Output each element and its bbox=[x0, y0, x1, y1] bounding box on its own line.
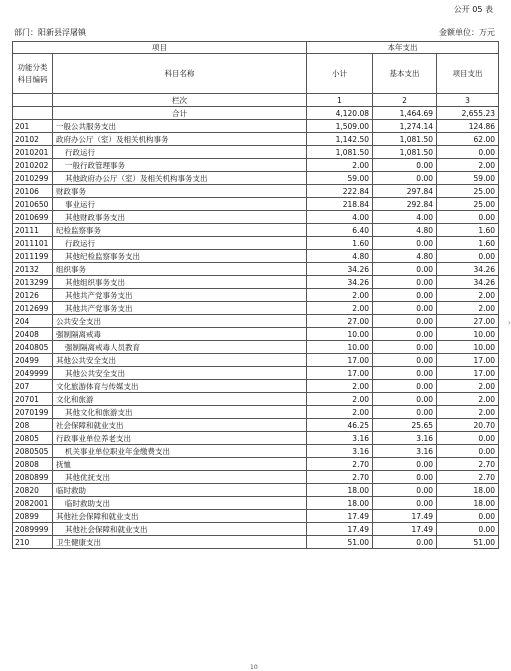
row-name: 其他政府办公厅（室）及相关机构事务支出 bbox=[53, 172, 307, 185]
row-basic: 4.00 bbox=[373, 211, 437, 224]
unit-label: 金额单位：万元 bbox=[439, 28, 495, 37]
header-item: 项目 bbox=[13, 42, 307, 54]
total-project: 2,655.23 bbox=[437, 107, 499, 120]
row-code: 2049999 bbox=[13, 367, 53, 380]
row-basic: 0.00 bbox=[373, 380, 437, 393]
row-subtotal: 17.00 bbox=[307, 354, 373, 367]
row-subtotal: 17.00 bbox=[307, 367, 373, 380]
row-subtotal: 2.70 bbox=[307, 471, 373, 484]
row-name: 强制隔离戒毒人员教育 bbox=[53, 341, 307, 354]
row-basic: 0.00 bbox=[373, 289, 437, 302]
row-subtotal: 2.00 bbox=[307, 302, 373, 315]
row-name: 事业运行 bbox=[53, 198, 307, 211]
row-name: 其他社会保障和就业支出 bbox=[53, 510, 307, 523]
row-subtotal: 1.60 bbox=[307, 237, 373, 250]
row-name: 其他组织事务支出 bbox=[53, 276, 307, 289]
row-project: 34.26 bbox=[437, 276, 499, 289]
row-code: 2011101 bbox=[13, 237, 53, 250]
row-project: 25.00 bbox=[437, 185, 499, 198]
row-subtotal: 18.00 bbox=[307, 484, 373, 497]
row-subtotal: 1,081.50 bbox=[307, 146, 373, 159]
row-subtotal: 1,509.00 bbox=[307, 120, 373, 133]
row-subtotal: 222.84 bbox=[307, 185, 373, 198]
form-number: 公开 05 表 bbox=[453, 5, 493, 14]
row-basic: 297.84 bbox=[373, 185, 437, 198]
table-row bbox=[13, 185, 499, 198]
row-basic: 0.00 bbox=[373, 159, 437, 172]
row-code: 20132 bbox=[13, 263, 53, 276]
row-subtotal: 17.49 bbox=[307, 510, 373, 523]
row-project: 0.00 bbox=[437, 211, 499, 224]
table-row bbox=[13, 276, 499, 289]
row-basic: 4.80 bbox=[373, 224, 437, 237]
row-code: 201 bbox=[13, 120, 53, 133]
table-row bbox=[13, 133, 499, 146]
row-project: 2.00 bbox=[437, 393, 499, 406]
row-basic: 0.00 bbox=[373, 315, 437, 328]
row-name: 一般行政管理事务 bbox=[53, 159, 307, 172]
row-code: 2012699 bbox=[13, 302, 53, 315]
row-code: 2013299 bbox=[13, 276, 53, 289]
row-code: 2070199 bbox=[13, 406, 53, 419]
row-project: 124.86 bbox=[437, 120, 499, 133]
row-name: 行政运行 bbox=[53, 146, 307, 159]
row-subtotal: 2.00 bbox=[307, 289, 373, 302]
row-subtotal: 4.00 bbox=[307, 211, 373, 224]
row-subtotal: 2.00 bbox=[307, 406, 373, 419]
table-row bbox=[13, 393, 499, 406]
row-project: 1.60 bbox=[437, 224, 499, 237]
row-subtotal: 10.00 bbox=[307, 341, 373, 354]
department-label: 部门：阳新县浮屠镇 bbox=[14, 28, 86, 37]
row-basic: 0.00 bbox=[373, 367, 437, 380]
header-project: 项目支出 bbox=[437, 54, 499, 94]
row-code: 20106 bbox=[13, 185, 53, 198]
table-row bbox=[13, 367, 499, 380]
table-row bbox=[13, 237, 499, 250]
table-row bbox=[13, 198, 499, 211]
row-name: 其他公共安全支出 bbox=[53, 354, 307, 367]
row-code: 210 bbox=[13, 536, 53, 549]
row-project: 18.00 bbox=[437, 484, 499, 497]
page-flip-icon[interactable]: › bbox=[507, 318, 511, 327]
seq-3: 3 bbox=[437, 94, 499, 107]
total-basic: 1,464.69 bbox=[373, 107, 437, 120]
table-row bbox=[13, 380, 499, 393]
row-code: 207 bbox=[13, 380, 53, 393]
row-basic: 0.00 bbox=[373, 393, 437, 406]
table-row bbox=[13, 172, 499, 185]
expenditure-table bbox=[12, 41, 499, 549]
row-basic: 0.00 bbox=[373, 263, 437, 276]
table-row bbox=[13, 211, 499, 224]
row-code: 204 bbox=[13, 315, 53, 328]
row-basic: 1,081.50 bbox=[373, 133, 437, 146]
row-basic: 0.00 bbox=[373, 497, 437, 510]
row-project: 2.00 bbox=[437, 302, 499, 315]
row-project: 59.00 bbox=[437, 172, 499, 185]
table-row bbox=[13, 224, 499, 237]
row-subtotal: 2.00 bbox=[307, 393, 373, 406]
row-subtotal: 27.00 bbox=[307, 315, 373, 328]
row-name: 行政运行 bbox=[53, 237, 307, 250]
row-name: 强制隔离戒毒 bbox=[53, 328, 307, 341]
table-row bbox=[13, 302, 499, 315]
row-basic: 17.49 bbox=[373, 510, 437, 523]
row-name: 临时救助支出 bbox=[53, 497, 307, 510]
row-project: 2.70 bbox=[437, 471, 499, 484]
header-current-year: 本年支出 bbox=[307, 42, 499, 54]
table-row bbox=[13, 354, 499, 367]
row-name: 文化旅游体育与传媒支出 bbox=[53, 380, 307, 393]
row-subtotal: 2.00 bbox=[307, 380, 373, 393]
header-code: 功能分类科目编码 bbox=[13, 54, 53, 94]
row-project: 18.00 bbox=[437, 497, 499, 510]
row-basic: 0.00 bbox=[373, 276, 437, 289]
row-subtotal: 3.16 bbox=[307, 432, 373, 445]
table-row bbox=[13, 484, 499, 497]
row-project: 17.00 bbox=[437, 354, 499, 367]
row-name: 财政事务 bbox=[53, 185, 307, 198]
row-name: 政府办公厅（室）及相关机构事务 bbox=[53, 133, 307, 146]
row-project: 27.00 bbox=[437, 315, 499, 328]
row-name: 其他共产党事务支出 bbox=[53, 302, 307, 315]
table-row bbox=[13, 289, 499, 302]
table-row bbox=[13, 406, 499, 419]
table-row bbox=[13, 315, 499, 328]
row-code: 20126 bbox=[13, 289, 53, 302]
row-name: 一般公共服务支出 bbox=[53, 120, 307, 133]
row-name: 临时救助 bbox=[53, 484, 307, 497]
row-project: 0.00 bbox=[437, 432, 499, 445]
row-basic: 0.00 bbox=[373, 172, 437, 185]
row-basic: 3.16 bbox=[373, 445, 437, 458]
row-project: 0.00 bbox=[437, 510, 499, 523]
row-code: 2010699 bbox=[13, 211, 53, 224]
row-project: 10.00 bbox=[437, 341, 499, 354]
row-subtotal: 3.16 bbox=[307, 445, 373, 458]
row-code: 20820 bbox=[13, 484, 53, 497]
row-subtotal: 18.00 bbox=[307, 497, 373, 510]
total-subtotal: 4,120.08 bbox=[307, 107, 373, 120]
row-subtotal: 6.40 bbox=[307, 224, 373, 237]
row-project: 2.00 bbox=[437, 289, 499, 302]
header-subtotal: 小计 bbox=[307, 54, 373, 94]
row-code: 2089999 bbox=[13, 523, 53, 536]
row-code: 20808 bbox=[13, 458, 53, 471]
seq-1: 1 bbox=[307, 94, 373, 107]
row-name: 卫生健康支出 bbox=[53, 536, 307, 549]
table-row bbox=[13, 341, 499, 354]
row-project: 51.00 bbox=[437, 536, 499, 549]
row-code: 20701 bbox=[13, 393, 53, 406]
table-row bbox=[13, 328, 499, 341]
row-basic: 0.00 bbox=[373, 328, 437, 341]
row-subtotal: 17.49 bbox=[307, 523, 373, 536]
row-basic: 0.00 bbox=[373, 354, 437, 367]
row-basic: 292.84 bbox=[373, 198, 437, 211]
row-basic: 1,081.50 bbox=[373, 146, 437, 159]
row-code: 2080899 bbox=[13, 471, 53, 484]
row-code: 2010201 bbox=[13, 146, 53, 159]
row-subtotal: 2.00 bbox=[307, 159, 373, 172]
header-basic: 基本支出 bbox=[373, 54, 437, 94]
table-row bbox=[13, 458, 499, 471]
row-name: 其他优抚支出 bbox=[53, 471, 307, 484]
row-code: 2040805 bbox=[13, 341, 53, 354]
table-row bbox=[13, 536, 499, 549]
row-project: 20.70 bbox=[437, 419, 499, 432]
row-name: 社会保障和就业支出 bbox=[53, 419, 307, 432]
table-row bbox=[13, 159, 499, 172]
row-name: 其他文化和旅游支出 bbox=[53, 406, 307, 419]
table-row bbox=[13, 497, 499, 510]
total-label: 合计 bbox=[53, 107, 307, 120]
row-basic: 1,274.14 bbox=[373, 120, 437, 133]
seq-label: 栏次 bbox=[53, 94, 307, 107]
row-subtotal: 34.26 bbox=[307, 263, 373, 276]
row-basic: 0.00 bbox=[373, 484, 437, 497]
row-basic: 0.00 bbox=[373, 536, 437, 549]
row-subtotal: 34.26 bbox=[307, 276, 373, 289]
row-code: 2080505 bbox=[13, 445, 53, 458]
row-project: 2.00 bbox=[437, 380, 499, 393]
row-basic: 0.00 bbox=[373, 237, 437, 250]
row-basic: 0.00 bbox=[373, 341, 437, 354]
row-code: 20805 bbox=[13, 432, 53, 445]
row-subtotal: 218.84 bbox=[307, 198, 373, 211]
table-row bbox=[13, 471, 499, 484]
row-basic: 0.00 bbox=[373, 471, 437, 484]
row-code: 2010202 bbox=[13, 159, 53, 172]
table-row bbox=[13, 523, 499, 536]
table-row bbox=[13, 263, 499, 276]
row-code: 20102 bbox=[13, 133, 53, 146]
header-name: 科目名称 bbox=[53, 54, 307, 94]
row-basic: 25.65 bbox=[373, 419, 437, 432]
row-basic: 0.00 bbox=[373, 458, 437, 471]
row-name: 其他财政事务支出 bbox=[53, 211, 307, 224]
row-project: 62.00 bbox=[437, 133, 499, 146]
seq-row bbox=[13, 94, 499, 107]
row-code: 20499 bbox=[13, 354, 53, 367]
total-row bbox=[13, 107, 499, 120]
row-subtotal: 10.00 bbox=[307, 328, 373, 341]
row-name: 纪检监察事务 bbox=[53, 224, 307, 237]
row-name: 文化和旅游 bbox=[53, 393, 307, 406]
row-name: 其他社会保障和就业支出 bbox=[53, 523, 307, 536]
row-project: 0.00 bbox=[437, 445, 499, 458]
table-row bbox=[13, 146, 499, 159]
table-row bbox=[13, 250, 499, 263]
row-name: 其他公共安全支出 bbox=[53, 367, 307, 380]
row-code: 20111 bbox=[13, 224, 53, 237]
row-subtotal: 2.70 bbox=[307, 458, 373, 471]
page-number: 10 bbox=[250, 664, 258, 671]
table-row bbox=[13, 445, 499, 458]
row-project: 1.60 bbox=[437, 237, 499, 250]
row-name: 其他纪检监察事务支出 bbox=[53, 250, 307, 263]
row-project: 0.00 bbox=[437, 523, 499, 536]
row-basic: 0.00 bbox=[373, 302, 437, 315]
row-project: 2.00 bbox=[437, 159, 499, 172]
row-project: 34.26 bbox=[437, 263, 499, 276]
row-code: 20408 bbox=[13, 328, 53, 341]
table-row bbox=[13, 510, 499, 523]
table-row bbox=[13, 120, 499, 133]
row-name: 公共安全支出 bbox=[53, 315, 307, 328]
row-project: 2.70 bbox=[437, 458, 499, 471]
row-subtotal: 59.00 bbox=[307, 172, 373, 185]
row-basic: 3.16 bbox=[373, 432, 437, 445]
row-code: 208 bbox=[13, 419, 53, 432]
row-name: 其他共产党事务支出 bbox=[53, 289, 307, 302]
seq-2: 2 bbox=[373, 94, 437, 107]
row-code: 2010299 bbox=[13, 172, 53, 185]
row-project: 25.00 bbox=[437, 198, 499, 211]
row-basic: 4.80 bbox=[373, 250, 437, 263]
row-code: 20899 bbox=[13, 510, 53, 523]
row-code: 2011199 bbox=[13, 250, 53, 263]
row-code: 2010650 bbox=[13, 198, 53, 211]
row-code: 2082001 bbox=[13, 497, 53, 510]
row-project: 10.00 bbox=[437, 328, 499, 341]
row-name: 抚恤 bbox=[53, 458, 307, 471]
row-basic: 0.00 bbox=[373, 406, 437, 419]
row-subtotal: 51.00 bbox=[307, 536, 373, 549]
row-basic: 17.49 bbox=[373, 523, 437, 536]
table-row bbox=[13, 419, 499, 432]
row-project: 17.00 bbox=[437, 367, 499, 380]
row-name: 机关事业单位职业年金缴费支出 bbox=[53, 445, 307, 458]
row-name: 行政事业单位养老支出 bbox=[53, 432, 307, 445]
row-project: 2.00 bbox=[437, 406, 499, 419]
row-subtotal: 1,142.50 bbox=[307, 133, 373, 146]
row-name: 组织事务 bbox=[53, 263, 307, 276]
table-row bbox=[13, 432, 499, 445]
row-project: 0.00 bbox=[437, 250, 499, 263]
row-project: 0.00 bbox=[437, 146, 499, 159]
row-subtotal: 4.80 bbox=[307, 250, 373, 263]
row-subtotal: 46.25 bbox=[307, 419, 373, 432]
